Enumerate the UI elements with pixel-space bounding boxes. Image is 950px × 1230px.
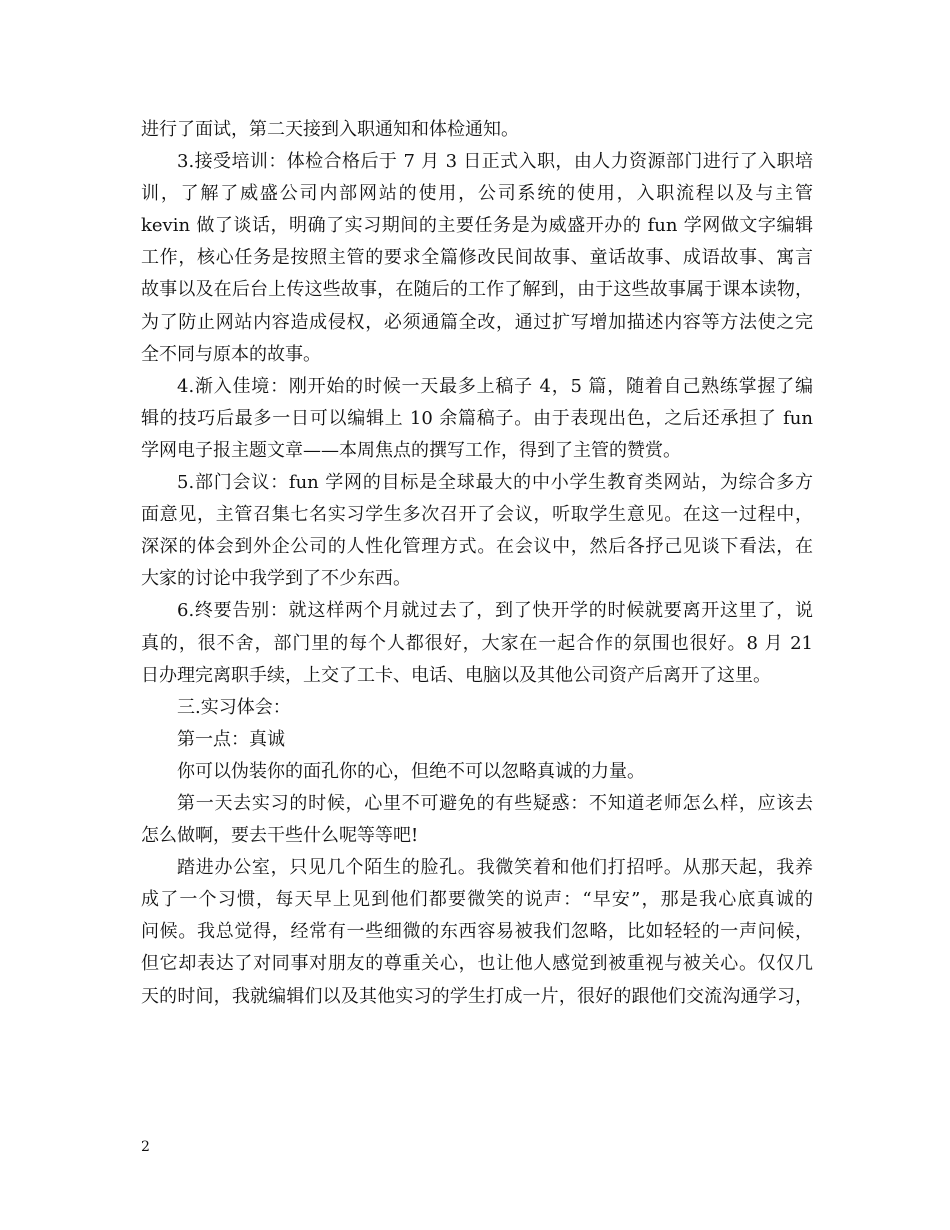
text-line: 辑的技巧后最多一日可以编辑上 10 余篇稿子。由于表现出色，之后还承担了 fun bbox=[141, 407, 813, 429]
body-text bbox=[141, 114, 813, 1013]
text-line: 你可以伪装你的面孔你的心，但绝不可以忽略真诚的力量。 bbox=[177, 760, 645, 782]
text-line: 5.部门会议：fun 学网的目标是全球最大的中小学生教育类网站，为综合多方 bbox=[177, 472, 813, 494]
text-line: 日办理完离职手续，上交了工卡、电话、电脑以及其他公司资产后离开了这里。 bbox=[141, 664, 771, 686]
text-line: 全不同与原本的故事。 bbox=[141, 343, 321, 365]
text-line: 6.终要告别：就这样两个月就过去了，到了快开学的时候就要离开这里了，说 bbox=[177, 600, 813, 622]
text-line: 大家的讨论中我学到了不少东西。 bbox=[141, 568, 411, 590]
text-line: kevin 做了谈话，明确了实习期间的主要任务是为威盛开办的 fun 学网做文字编辑 bbox=[141, 215, 813, 237]
text-line: 第一天去实习的时候，心里不可避免的有些疑惑：不知道老师怎么样，应该去 bbox=[177, 792, 813, 814]
text-line: 成了一个习惯，每天早上见到他们都要微笑的说声：“早安”，那是我心底真诚的 bbox=[141, 889, 813, 911]
text-line: 问候。我总觉得，经常有一些细微的东西容易被我们忽略，比如轻轻的一声问候， bbox=[141, 921, 813, 943]
text-line: 第一点：真诚 bbox=[177, 728, 285, 750]
text-line: 踏进办公室，只见几个陌生的脸孔。我微笑着和他们打招呼。从那天起，我养 bbox=[177, 857, 813, 879]
text-line: 面意见，主管召集七名实习学生多次召开了会议，听取学生意见。在这一过程中， bbox=[141, 504, 813, 526]
text-line: 故事以及在后台上传这些故事，在随后的工作了解到，由于这些故事属于课本读物， bbox=[141, 279, 813, 301]
text-line: 怎么做啊，要去干些什么呢等等吧! bbox=[141, 825, 419, 847]
text-line: 天的时间，我就编辑们以及其他实习的学生打成一片，很好的跟他们交流沟通学习， bbox=[141, 985, 813, 1007]
text-line: 4.渐入佳境：刚开始的时候一天最多上稿子 4，5 篇，随着自己熟练掌握了编 bbox=[177, 375, 813, 397]
page-number: 2 bbox=[141, 1139, 150, 1155]
text-line: 为了防止网站内容造成侵权，必须通篇全改，通过扩写增加描述内容等方法使之完 bbox=[141, 311, 813, 333]
text-line: 训，了解了威盛公司内部网站的使用，公司系统的使用，入职流程以及与主管 bbox=[141, 183, 813, 205]
text-line: 但它却表达了对同事对朋友的尊重关心，也让他人感觉到被重视与被关心。仅仅几 bbox=[141, 953, 813, 975]
text-line: 三.实习体会： bbox=[177, 696, 291, 718]
text-line: 学网电子报主题文章——本周焦点的撰写工作，得到了主管的赞赏。 bbox=[141, 439, 681, 461]
text-line: 真的，很不舍，部门里的每个人都很好，大家在一起合作的氛围也很好。8 月 21 bbox=[141, 632, 813, 654]
text-line: 进行了面试，第二天接到入职通知和体检通知。 bbox=[141, 119, 519, 140]
text-line: 深深的体会到外企公司的人性化管理方式。在会议中，然后各抒己见谈下看法，在 bbox=[141, 536, 813, 558]
text-line: 3.接受培训：体检合格后于 7 月 3 日正式入职，由人力资源部门进行了入职培 bbox=[177, 151, 813, 173]
text-line: 工作，核心任务是按照主管的要求全篇修改民间故事、童话故事、成语故事、寓言 bbox=[141, 247, 813, 269]
